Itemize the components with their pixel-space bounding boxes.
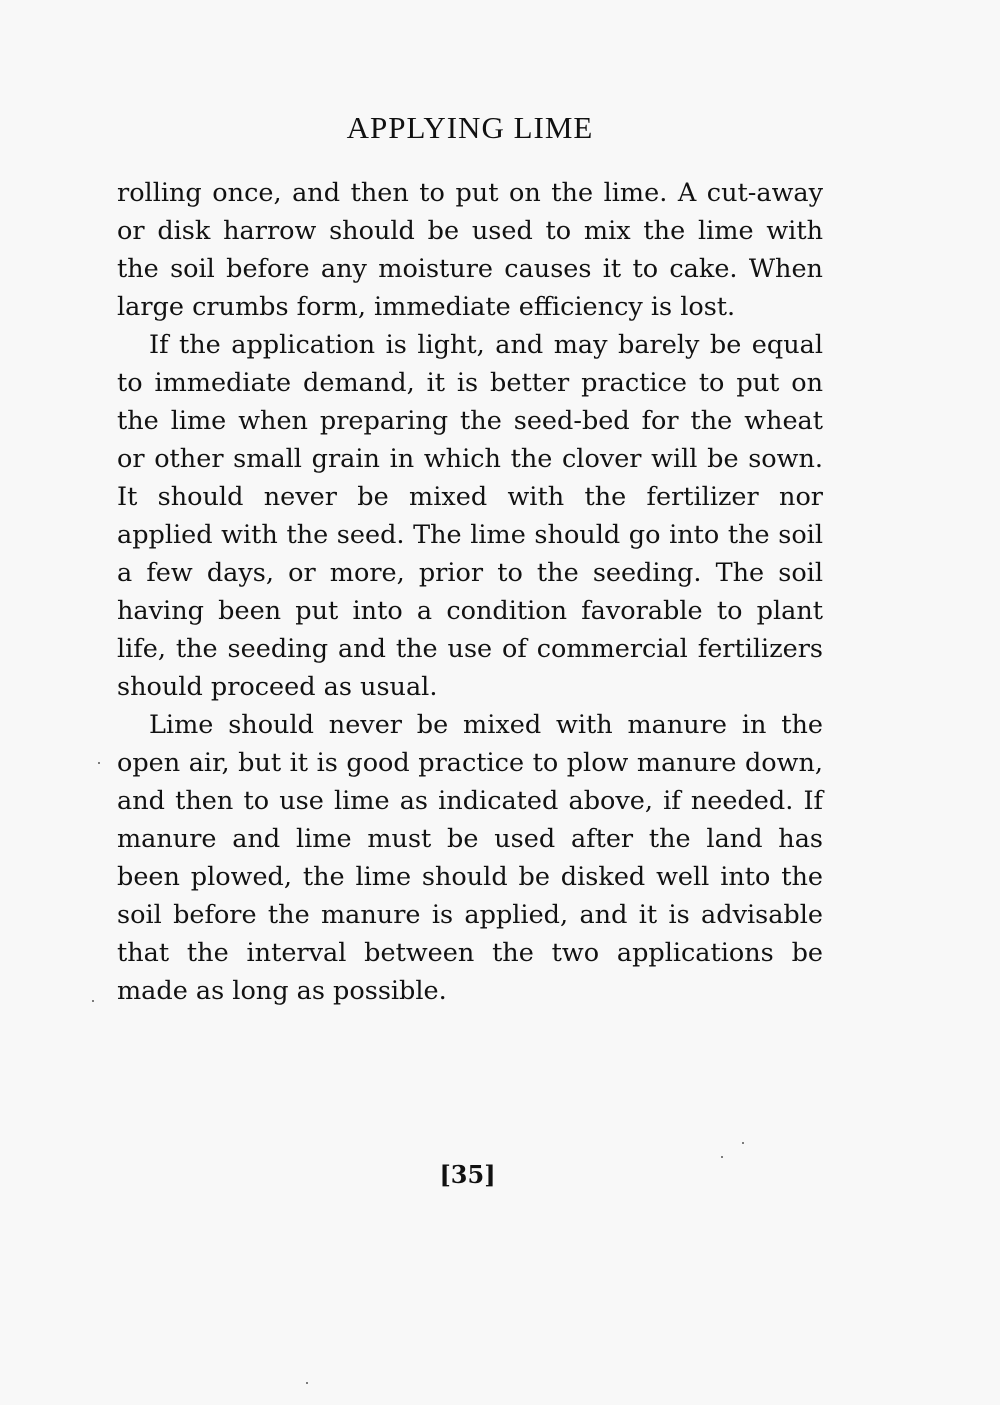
running-head: APPLYING LIME	[346, 110, 594, 145]
scan-speck	[98, 762, 100, 764]
paragraph-2: If the application is light, and may barely be equal to immediate demand, it is better practice to put on the lime when preparing the seed-bed for the wheat or other small grain in which the clover will be sown. It should never be mixed with the fertilizer nor applied with the seed. The lime should go into the soil a few days, or more, prior to the seeding. The soil having been put into a condition favorable to plant life, the seeding and the use of commercial fertilizers should proceed as usual.	[117, 330, 823, 702]
scan-speck	[92, 1000, 94, 1002]
scan-speck	[306, 1382, 308, 1384]
page-number: [35]	[439, 1160, 496, 1189]
paragraph-1: rolling once, and then to put on the lime. A cut-away or disk harrow should be used to mix the lime with the soil before any moisture causes it to cake. When large crumbs form, immediate efficiency is lost.	[117, 178, 823, 322]
scan-speck	[742, 1142, 744, 1144]
paragraph-3: Lime should never be mixed with manure in the open air, but it is good practice to plow manure down, and then to use lime as indicated above, if needed. If manure and lime must be used after the land has been plowed, the lime should be disked well into the soil before the manure is applied, and it is advisable that the interval between the two applications be made as long as possible.	[117, 710, 823, 1006]
body-text	[117, 174, 823, 1010]
scan-speck	[721, 1156, 723, 1158]
